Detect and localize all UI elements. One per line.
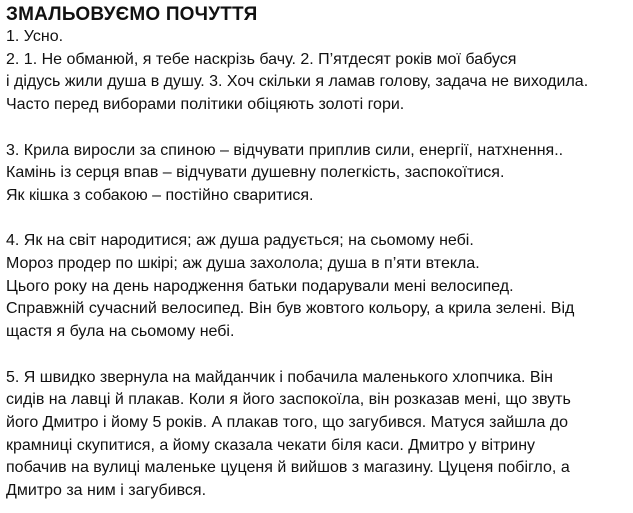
text-line: щастя я була на сьомому небі. — [6, 323, 235, 341]
text-line: Як кішка з собакою – постійно сваритися. — [6, 186, 314, 204]
text-line: 1. Усно. — [6, 28, 64, 45]
text-line: Мороз продер по шкірі; аж душа захолола; душа в п’яти втекла. — [6, 255, 480, 272]
text-line: і дідусь жили душа в душу. 3. Хоч скільки я ламав голову, задача не виходила. — [6, 73, 589, 91]
text-line: крамниці скупитися, а йому сказала чекати біля каси. Дмитро у вітрину — [6, 436, 536, 454]
text-line: 5. Я швидко звернула на майданчик і побачила маленького хлопчика. Він — [6, 368, 553, 386]
document — [6, 4, 631, 503]
paragraph-1 — [6, 26, 631, 117]
text-line: Цього року на день народження батьки подарували мені велосипед. — [6, 277, 514, 295]
text-line: 3. Крила виросли за спиною – відчувати приплив сили, енергії, натхнення.. — [6, 141, 564, 159]
document-title: ЗМАЛЬОВУЄМО ПОЧУТТЯ — [6, 4, 258, 25]
paragraph-spacer — [6, 117, 631, 140]
text-line: 2. 1. Не обманюй, я тебе наскрізь бачу. 2. П’ятдесят років мої бабуся — [6, 50, 517, 68]
text-line: побачив на вулиці маленьке цуценя й вийшов з магазину. Цуценя побігло, а — [6, 459, 570, 477]
paragraph-2 — [6, 140, 631, 208]
paragraph-spacer — [6, 344, 631, 367]
text-line: Часто перед виборами політики обіцяють золоті гори. — [6, 96, 405, 114]
paragraph-3 — [6, 230, 631, 344]
paragraph-4 — [6, 367, 631, 503]
text-line: Камінь із серця впав – відчувати душевну полегкість, заспокоїтися. — [6, 164, 505, 182]
text-line: його Дмитро і йому 5 років. А плакав того, що загубився. Матуся зайшла до — [6, 413, 569, 431]
text-line: 4. Як на світ народитися; аж душа радується; на сьомому небі. — [6, 232, 474, 250]
text-line: Дмитро за ним і загубився. — [6, 482, 207, 500]
paragraph-spacer — [6, 208, 631, 231]
text-line: сидів на лавці й плакав. Коли я його заспокоїла, він розказав мені, що звуть — [6, 391, 571, 409]
text-line: Справжній сучасний велосипед. Він був жовтого кольору, а крила зелені. Від — [6, 300, 575, 318]
